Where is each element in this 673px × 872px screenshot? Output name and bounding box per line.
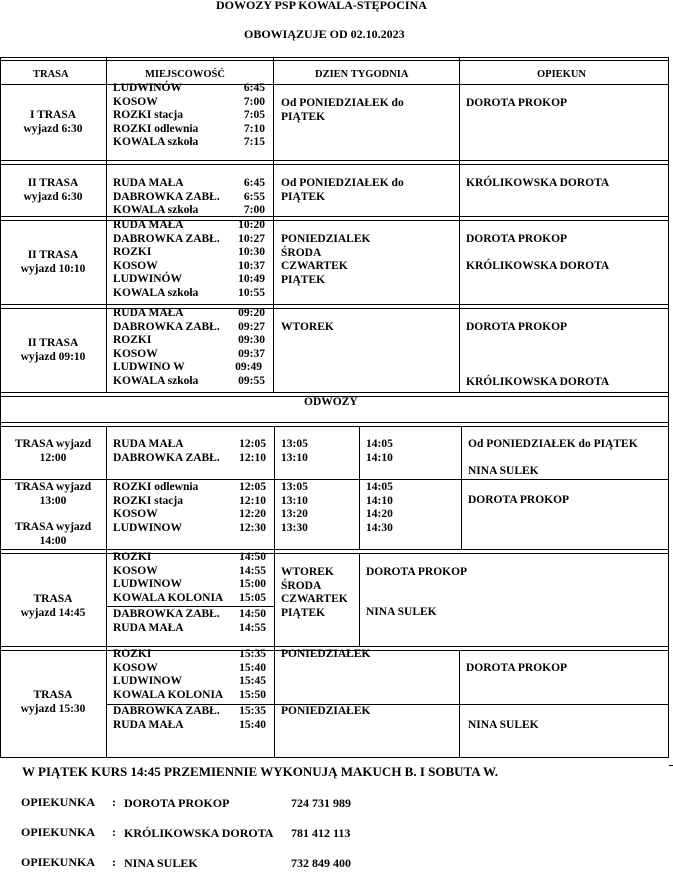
- footer-note: W PIĄTEK KURS 14:45 PRZEMIENNIE WYKONUJĄ MAKUCH B. I SOBUTA W.: [22, 764, 499, 779]
- caretaker-cell: DOROTA PROKOP: [466, 662, 568, 674]
- stops-list: [113, 551, 266, 605]
- stops-list: [113, 648, 266, 702]
- return-times-1: 13:05 13:10: [281, 438, 308, 464]
- stop-row: DABROWKA ZABŁ. 6:55: [113, 190, 265, 203]
- contact-label: OPIEKUNKA: [21, 825, 96, 839]
- contact-phone: 724 731 989: [291, 796, 351, 810]
- stop-row: DABROWKA ZABŁ. 09:27: [113, 320, 265, 333]
- contact-label: OPIEKUNKA: [21, 855, 96, 869]
- stop-row: ROZKI 09:30: [113, 334, 265, 346]
- trasa-cell: TRASA wyjazd 14:45: [20, 593, 86, 619]
- trasa-cell: TRASA wyjazd 13:00: [14, 481, 92, 507]
- caretaker-cell: DOROTA PROKOP: [466, 233, 568, 245]
- stop-row: KOWALA KOLONIA 15:50: [113, 688, 266, 701]
- return-times-1: 13:05 13:10 13:20 13:30: [281, 481, 308, 534]
- trasa-cell: I TRASA wyjazd 6:30: [23, 109, 83, 135]
- stop-row: RUDA MAŁA 09:20: [113, 307, 265, 319]
- column-header-miejscowosc: MIEJSCOWOŚĆ: [145, 69, 225, 80]
- stops-list: [113, 82, 265, 150]
- stop-row: LUDWINOW 15:00: [113, 578, 266, 590]
- stop-row: RUDA MAŁA 12:05: [113, 438, 266, 450]
- caretaker-cell: NINA SULEK: [468, 719, 539, 731]
- contact-separator: :: [112, 825, 116, 839]
- stop-row: ROZKI 14:50: [113, 551, 266, 563]
- stop-row: KOSOW 7:00: [113, 95, 265, 108]
- caretaker-cell: NINA SULEK: [468, 465, 539, 477]
- stop-row: KOWALA szkoła 7:00: [113, 204, 265, 216]
- stop-row: ROZKI odlewnia 12:05: [113, 481, 266, 493]
- stop-row: RUDA MAŁA 14:55: [113, 621, 266, 634]
- trasa-cell: II TRASA wyjazd 09:10: [20, 337, 86, 363]
- stop-row: ROZKI stacja 7:05: [113, 109, 265, 121]
- stop-row: LUDWINO W 09:49: [113, 361, 262, 373]
- section-heading-odwozy: ODWOZY: [304, 396, 358, 408]
- stop-row: ROZKI stacja 12:10: [113, 494, 266, 507]
- caretaker-cell: KRÓLIKOWSKA DOROTA: [466, 260, 610, 272]
- caretaker-cell: KRÓLIKOWSKA DOROTA: [466, 177, 610, 189]
- column-header-trasa: TRASA: [33, 69, 69, 80]
- stop-row: ROZKI odlewnia 7:10: [113, 122, 265, 135]
- contact-phone: 781 412 113: [291, 826, 351, 840]
- days-cell: Od PONIEDZIAŁEK do PIĄTEK: [468, 438, 638, 450]
- trasa-cell: TRASA wyjazd 12:00: [14, 438, 92, 464]
- stops-list: [113, 705, 266, 732]
- stop-row: LUDWINÓW 10:49: [113, 273, 265, 285]
- document-subtitle: OBOWIĄZUJE OD 02.10.2023: [244, 27, 405, 41]
- column-header-opiekun: OPIEKUN: [537, 69, 587, 80]
- stop-row: RUDA MAŁA 6:45: [113, 177, 265, 189]
- contact-name: KRÓLIKOWSKA DOROTA: [124, 826, 274, 840]
- stop-row: DABROWKA ZABŁ. 15:35: [113, 705, 266, 717]
- contact-label: OPIEKUNKA: [21, 795, 96, 809]
- contact-name: DOROTA PROKOP: [124, 796, 230, 810]
- caretaker-cell: DOROTA PROKOP: [366, 566, 468, 578]
- contact-name: NINA SULEK: [124, 856, 198, 870]
- stops-list: [113, 219, 265, 300]
- stop-row: KOSOW 15:40: [113, 661, 266, 674]
- stop-row: DABROWKA ZABŁ. 10:27: [113, 232, 265, 245]
- caretaker-cell: DOROTA PROKOP: [466, 97, 568, 109]
- stops-list: [113, 177, 265, 218]
- days-cell: Od PONIEDZIAŁEK do PIĄTEK: [281, 97, 404, 123]
- trasa-cell: II TRASA wyjazd 10:10: [20, 249, 86, 275]
- stop-row: KOSOW 10:37: [113, 259, 265, 272]
- days-cell: PONIEDZIALEK ŚRODA CZWARTEK PIĄTEK: [281, 233, 371, 286]
- stop-row: KOWALA szkoła 7:15: [113, 136, 265, 148]
- stop-row: RUDA MAŁA 15:40: [113, 718, 266, 731]
- caretaker-cell: DOROTA PROKOP: [468, 494, 570, 506]
- stop-row: LUDWINOW 15:45: [113, 675, 266, 687]
- stops-list: [113, 608, 266, 635]
- stop-row: KOWALA KOLONIA 15:05: [113, 591, 266, 604]
- contact-separator: :: [112, 855, 116, 869]
- days-cell: Od PONIEDZIAŁEK do PIĄTEK: [281, 177, 404, 203]
- stop-row: KOSOW 12:20: [113, 508, 266, 520]
- caretaker-cell: DOROTA PROKOP: [466, 321, 568, 333]
- stop-row: DABROWKA ZABŁ. 12:10: [113, 451, 266, 464]
- return-times-2: 14:05 14:10 14:20 14:30: [366, 481, 393, 534]
- stop-row: ROZKI 10:30: [113, 246, 265, 258]
- stops-list: [113, 307, 265, 388]
- days-cell: PONIEDZIAŁEK: [281, 648, 371, 660]
- trasa-cell: TRASA wyjazd 15:30: [20, 689, 86, 715]
- stop-row: ROZKI 15:35: [113, 648, 266, 660]
- stops-list: [113, 481, 266, 535]
- column-header-dzien-tygodnia: DZIEN TYGODNIA: [315, 69, 409, 80]
- trasa-cell: II TRASA wyjazd 6:30: [23, 177, 83, 203]
- contact-separator: :: [112, 795, 116, 809]
- stop-row: LUDWINOW 12:30: [113, 521, 266, 534]
- stop-row: LUDWINÓW 6:45: [113, 82, 265, 94]
- stop-row: RUDA MAŁA 10:20: [113, 219, 265, 231]
- days-cell: WTOREK ŚRODA CZWARTEK PIĄTEK: [281, 566, 348, 619]
- stop-row: KOWALA szkoła 09:55: [113, 374, 265, 387]
- trasa-cell: TRASA wyjazd 14:00: [14, 521, 92, 547]
- stop-row: KOSOW 14:55: [113, 564, 266, 577]
- contact-phone: 732 849 400: [291, 856, 351, 870]
- return-times-2: 14:05 14:10: [366, 438, 393, 464]
- stop-row: KOSOW 09:37: [113, 347, 265, 360]
- stop-row: KOWALA szkoła 10:55: [113, 286, 265, 299]
- caretaker-cell: KRÓLIKOWSKA DOROTA: [466, 376, 610, 388]
- days-cell: PONIEDZIAŁEK: [281, 705, 371, 717]
- stop-row: DABROWKA ZABŁ. 14:50: [113, 608, 266, 620]
- days-cell: WTOREK: [281, 321, 334, 333]
- caretaker-cell: NINA SULEK: [366, 606, 437, 618]
- document-title: DOWOZY PSP KOWALA-STĘPOCINA: [216, 0, 427, 12]
- stops-list: [113, 438, 266, 465]
